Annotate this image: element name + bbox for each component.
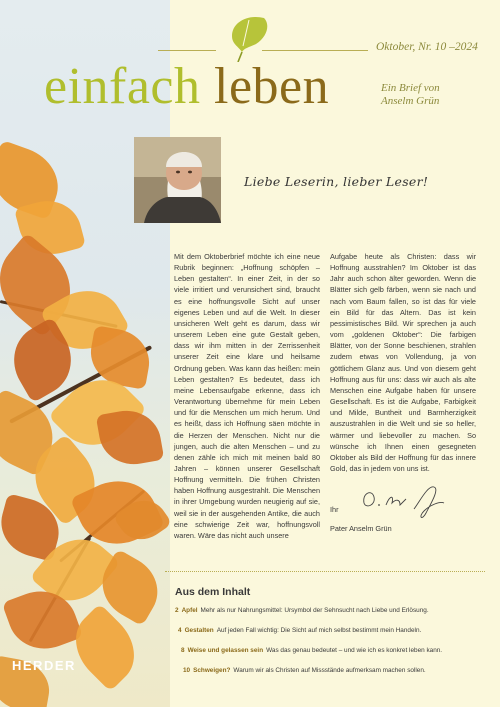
toc-keyword: Schweigen? [193,667,231,674]
subtitle-line: Ein Brief von [381,82,440,94]
toc-text: Warum wir als Christen auf Missstände aufmerksam machen sollen. [233,667,426,674]
toc-page-number: 2 [175,607,179,614]
letter-signature-name: Pater Anselm Grün [330,524,392,533]
leaf [96,405,165,470]
handwritten-signature [360,481,450,521]
toc-keyword: Gestalten [184,627,214,634]
subtitle [381,82,440,108]
publisher-logo: HERDER [12,658,76,673]
toc-keyword: Apfel [181,607,198,614]
ginkgo-leaf-icon [226,14,272,62]
toc-item[interactable] [183,667,426,674]
toc-text: Mehr als nur Nahrungsmittel: Ursymbol der Sehnsucht nach Liebe und Erlösung. [200,607,429,614]
subtitle-line: Anselm Grün [381,95,440,107]
letter-column-1: Mit dem Oktoberbrief möchte ich eine neue Rubrik beginnen: „Hoffnung schöpfen – Leben gestalten“. In einer Zeit, in der so viele irritiert und verunsichert sind, braucht es eine hoffnungsvolle Sicht auf unser eigenes Leben und auf die Welt. In dieser unsicheren Welt geht es darum, dass wir unserem Leben eine gute Gestalt geben, dass wir ihm mitten in der Zerrissenheit unserer Zeit eine klare und heilsame Ordnung geben. Was kann das heißen: mein Leben gestalten? Es bedeutet, dass ich meine Lebensaufgabe erkenne, dass ich Verantwortung übernehme für mein Leben und für die Menschen um mich herum. Und es heißt, dass ich Hoffnung säen möchte in die Herzen der Menschen. Nicht nur die jungen, auch die alten Menschen – und zu denen zähle ich mich mit meinen bald 80 Jahren – können unserer Gesellschaft Hoffnung vermitteln. Die frühen Christen haben Hoffnung ausgestrahlt. Die Menschen in ihrer Umgebung wurden neugierig auf sie, weil sie in der ausgehenden Antike, die auch eine schwierige Zeit war, hoffnungsvoll waren. Wäre das nicht auch unsere [174,252,320,540]
letter-column-2: Aufgabe heute als Christen: dass wir Hoffnung ausstrahlen? Im Oktober ist das Jahr auch schon älter geworden. Wenn die Blätter sich gelb färben, wenn sie nach und nach vom Baum fallen, so ist das für viele ein Bild für das Altern. Das ist kein pessimistisches Bild. Wir sprechen ja auch vom „goldenen Oktober“: Die farbigen Blätter, von der Sonne beschienen, strahlen zudem etwas von Vollendung, ja von göttlichem Glanz aus. Und von diesem geht Hoffnung aus für uns: dass wir auch als alte Menschen eine Aufgabe haben für unsere Gesellschaft. Es ist die Aufgabe, Farbigkeit und Milde, Buntheit und Barmherzigkeit auszustrahlen in die Welt und sie so heller, wärmer und liebevoller zu machen. So wünsche ich Ihnen einen gesegneten Oktober als Bild der Hoffnung für das innere Gold, das in jedem von uns ist. [330,252,476,473]
toc-item[interactable] [178,627,421,634]
toc-item[interactable] [181,647,442,654]
portrait-illustration [134,137,221,223]
divider [165,571,485,572]
divider [158,50,216,51]
toc-page-number: 10 [183,667,191,674]
title-part-einfach: einfach [44,58,201,115]
author-portrait [134,137,221,223]
title-part-leben: leben [214,58,330,115]
toc-text: Was das genau bedeutet – und wie ich es konkret leben kann. [266,647,443,654]
toc-page-number: 4 [178,627,182,634]
toc-keyword: Weise und gelassen sein [187,647,264,654]
salutation: Liebe Leserin, lieber Leser! [244,174,429,189]
toc-item[interactable] [175,607,429,614]
toc-text: Auf jeden Fall wichtig: Die Sicht auf mich selbst bestimmt mein Handeln. [216,627,422,634]
letter-closing: Ihr [330,505,339,514]
toc-title: Aus dem Inhalt [175,586,251,598]
issue-label: Oktober, Nr. 10 –2024 [376,41,478,53]
toc-page-number: 8 [181,647,185,654]
page-title [44,57,329,117]
divider [262,50,368,51]
